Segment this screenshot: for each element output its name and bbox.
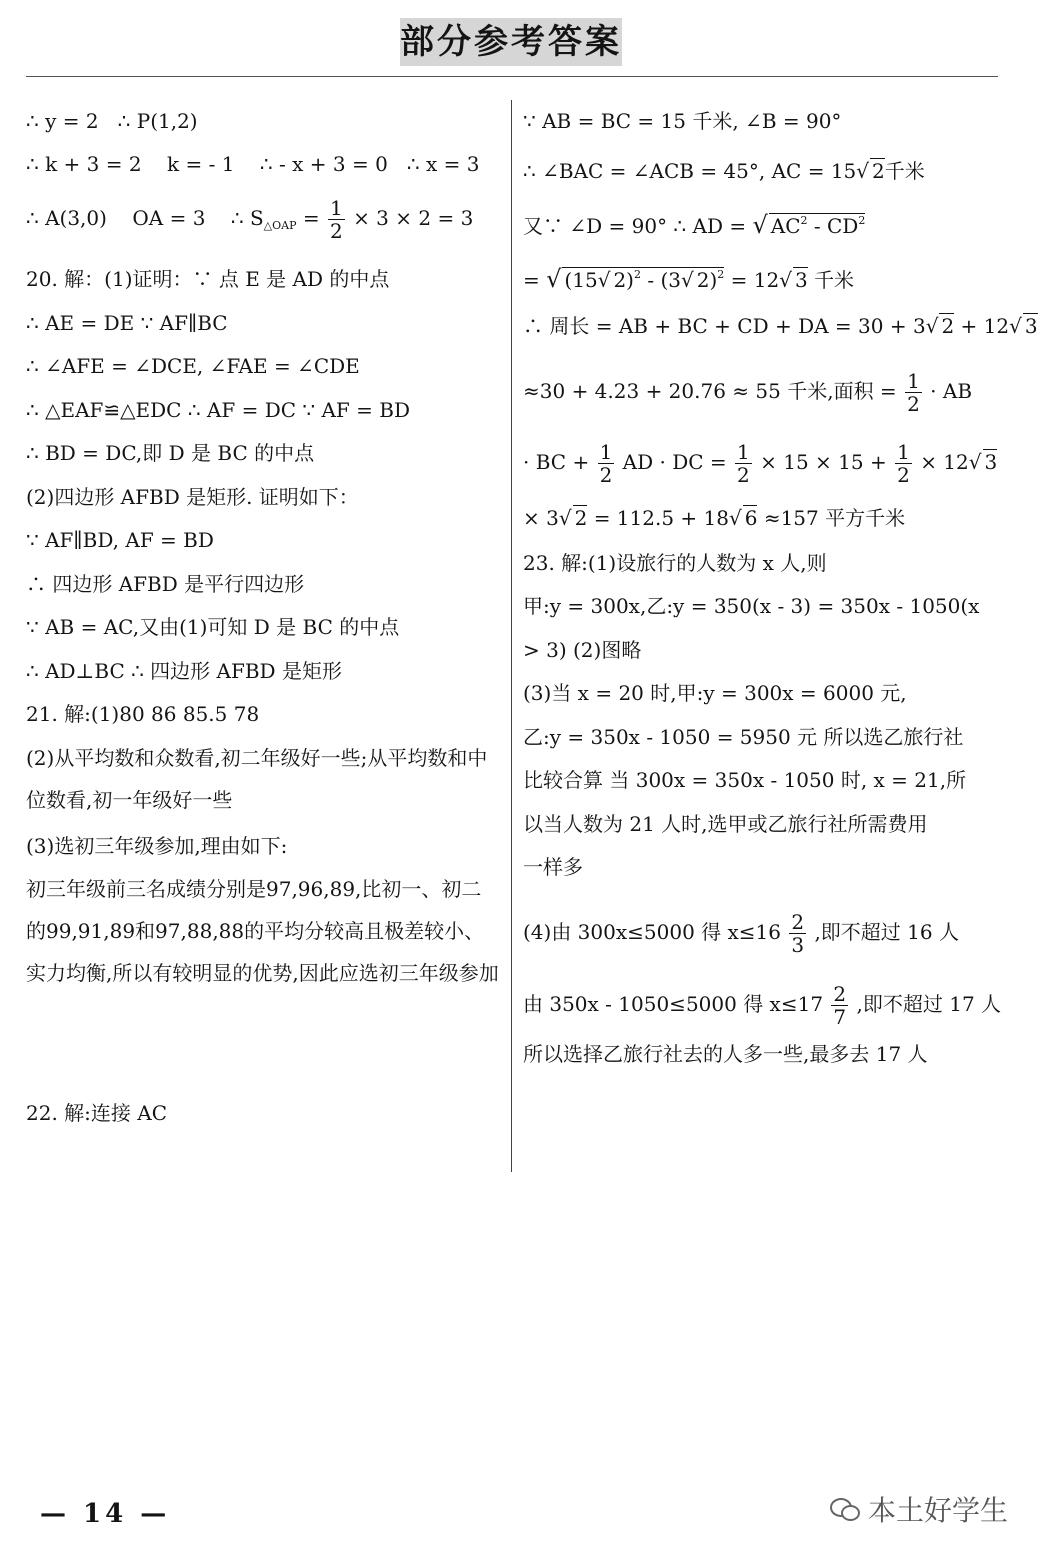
fraction: [789, 911, 806, 956]
formula-text: ∴ k + 3 = 2: [26, 152, 142, 176]
solution-line: 比较合算 当 300x = 350x - 1050 时, x = 21,所: [523, 768, 967, 792]
denominator: 7: [833, 1005, 847, 1029]
formula-text: = 112.5 + 18: [593, 506, 729, 530]
numerator: 2: [833, 982, 847, 1006]
solution-line: ∴ AD⊥BC ∴ 四边形 AFBD 是矩形: [26, 659, 342, 683]
formula-text: ): [626, 268, 634, 292]
formula-text: ∴ ∠BAC = ∠ACB = 45°, AC = 15: [523, 159, 857, 183]
watermark-text: 本土好学生: [868, 1494, 1009, 1527]
numerator: 1: [599, 440, 613, 464]
formula-text: ≈30 + 4.23 + 20.76 ≈ 55 千米,面积 =: [523, 379, 897, 403]
column-divider: [511, 100, 512, 1172]
sqrt-sign: √: [1009, 314, 1022, 338]
formula-text: ∴ 周长 = AB + BC + CD + DA = 30 + 3: [523, 314, 926, 338]
solution-line: ∴ △EAF≌△EDC ∴ AF = DC ∵ AF = BD: [26, 398, 410, 422]
radicand: 3: [1024, 314, 1038, 338]
numerator: 1: [329, 196, 343, 220]
solution-line: 一样多: [523, 855, 583, 879]
wechat-icon: [830, 1496, 860, 1522]
formula-text: AC: [770, 214, 801, 238]
solution-line: ∵ AF∥BD, AF = BD: [26, 528, 214, 552]
solution-line: [523, 208, 865, 239]
numerator: 1: [907, 369, 920, 393]
solution-line: ∴ 四边形 AFBD 是平行四边形: [26, 572, 305, 596]
fraction: [895, 441, 912, 486]
denominator: 3: [791, 933, 805, 957]
superscript: 2: [858, 214, 866, 227]
solution-line: [523, 313, 1038, 339]
sqrt-sign: √: [752, 211, 768, 239]
denominator: 2: [737, 463, 750, 487]
solution-line: [523, 370, 972, 415]
sqrt-sign: √: [680, 268, 694, 292]
sqrt-sign: √: [558, 506, 572, 530]
solution-line: 甲:y = 300x,乙:y = 350(x - 3) = 350x - 1050(x: [523, 594, 980, 618]
page-number: — 14 —: [40, 1499, 171, 1529]
header-rule: [26, 76, 998, 77]
formula-text: OA = 3: [132, 206, 206, 230]
solution-line: (3)选初三年级参加,理由如下:: [26, 834, 288, 858]
formula-text: × 3: [523, 506, 559, 530]
radicand: 6: [744, 506, 758, 530]
solution-line: ∵ AB = BC = 15 千米, ∠B = 90°: [523, 109, 842, 133]
solution-line: [26, 151, 479, 177]
solution-line: 23. 解:(1)设旅行的人数为 x 人,则: [523, 551, 827, 575]
formula-text: · AB: [930, 379, 973, 403]
solution-paragraph: 初三年级前三名成绩分别是97,96,89,比初一、初二的99,91,89和97,88,88的平均分较高且极差较小、实力均衡,所以有较明显的优势,因此应选初三年级参加: [26, 877, 499, 985]
formula-text: × 3 × 2 = 3: [353, 206, 474, 230]
formula-text: · BC +: [523, 450, 590, 474]
formula-text: + 12: [960, 314, 1010, 338]
formula-text: (15: [564, 268, 598, 292]
radicand: [562, 267, 724, 292]
solution-line: 以当人数为 21 人时,选甲或乙旅行社所需费用: [523, 812, 928, 836]
formula-text: ∴ S: [230, 206, 264, 230]
solution-line: [523, 441, 997, 486]
denominator: 2: [897, 463, 910, 487]
formula-text: × 12: [920, 450, 969, 474]
sqrt-sign: √: [925, 314, 939, 338]
solution-line: ∵ AB = AC,又由(1)可知 D 是 BC 的中点: [26, 615, 400, 639]
formula-text: ∴ P(1,2): [117, 109, 198, 133]
formula-text: - CD: [807, 214, 859, 238]
formula-text: 由 350x - 1050≤5000 得 x≤17: [523, 992, 824, 1016]
sqrt-sign: √: [728, 506, 742, 530]
radicand: [769, 213, 866, 238]
unit-text: 千米: [814, 268, 855, 292]
radicand: 2: [696, 268, 710, 292]
fraction: [328, 197, 345, 242]
denominator: 2: [907, 392, 920, 416]
solution-line: ∴ ∠AFE = ∠DCE, ∠FAE = ∠CDE: [26, 354, 360, 378]
fraction: [598, 441, 615, 486]
solution-line: [523, 158, 925, 184]
superscript: 2: [633, 268, 641, 281]
solution-line: [26, 108, 198, 134]
sqrt-sign: √: [856, 159, 870, 183]
solution-line: [26, 197, 473, 242]
unit-text: 千米: [884, 159, 925, 183]
denominator: 2: [599, 463, 613, 487]
solution-line: ∴ BD = DC,即 D 是 BC 的中点: [26, 441, 315, 465]
radicand: 2: [613, 268, 627, 292]
formula-text: k = - 1: [167, 152, 235, 176]
radicand: 2: [574, 506, 588, 530]
formula-text: 又∵ ∠D = 90° ∴ AD =: [523, 214, 747, 238]
formula-text: ∴ y = 2: [26, 109, 99, 133]
radicand: 3: [984, 450, 998, 474]
numerator: 1: [737, 440, 750, 464]
radicand: 2: [872, 159, 885, 183]
radicand: 3: [794, 268, 808, 292]
formula-text: ∴ A(3,0): [26, 206, 107, 230]
solution-line: [523, 505, 905, 531]
formula-text: ∴ - x + 3 = 0: [259, 152, 388, 176]
radicand: 2: [941, 314, 955, 338]
superscript: 2: [800, 214, 808, 227]
numerator: 1: [897, 440, 910, 464]
solution-line: (2)四边形 AFBD 是矩形. 证明如下：: [26, 485, 359, 509]
numerator: 2: [791, 910, 805, 934]
solution-line: (3)当 x = 20 时,甲:y = 300x = 6000 元,: [523, 681, 907, 705]
formula-text: ≈157 平方千米: [763, 506, 906, 530]
formula-text: ∴ x = 3: [406, 152, 480, 176]
watermark: [830, 1489, 1008, 1529]
formula-text: ,即不超过 16 人: [814, 920, 959, 944]
sqrt-sign: √: [968, 450, 982, 474]
fraction: [905, 370, 922, 415]
page-title: 部分参考答案: [400, 18, 622, 66]
formula-text: - (3: [640, 268, 681, 292]
formula-text: (4)由 300x≤5000 得 x≤16: [523, 920, 781, 944]
sqrt-sign: √: [597, 268, 611, 292]
solution-line: 22. 解:连接 AC: [26, 1101, 168, 1125]
fraction: [831, 983, 848, 1028]
formula-text: AD · DC =: [622, 450, 727, 474]
solution-line: [523, 983, 1001, 1028]
solution-line: > 3) (2)图略: [523, 638, 642, 662]
solution-line: [523, 262, 854, 293]
solution-line: ∴ AE = DE ∵ AF∥BC: [26, 311, 228, 335]
formula-text: = 12: [730, 268, 780, 292]
formula-text: =: [523, 268, 540, 292]
denominator: 2: [329, 219, 343, 243]
formula-text: ,即不超过 17 人: [856, 992, 1002, 1016]
solution-line: [523, 911, 959, 956]
solution-paragraph: (2)从平均数和众数看,初二年级好一些;从平均数和中位数看,初一年级好一些: [26, 746, 488, 812]
fraction: [735, 441, 752, 486]
formula-text: =: [302, 206, 320, 230]
solution-line: 所以选择乙旅行社去的人多一些,最多去 17 人: [523, 1042, 928, 1066]
formula-text: × 15 × 15 +: [760, 450, 887, 474]
sqrt-sign: √: [779, 268, 792, 292]
solution-line: 乙:y = 350x - 1050 = 5950 元 所以选乙旅行社: [523, 725, 964, 749]
superscript: 2: [717, 268, 725, 281]
sqrt-sign: √: [546, 265, 562, 293]
solution-line: 20. 解：(1)证明：∵ 点 E 是 AD 的中点: [26, 267, 390, 291]
formula-text: ): [709, 268, 718, 292]
solution-line: 21. 解:(1)80 86 85.5 78: [26, 702, 260, 726]
subscript: △OAP: [263, 219, 297, 232]
